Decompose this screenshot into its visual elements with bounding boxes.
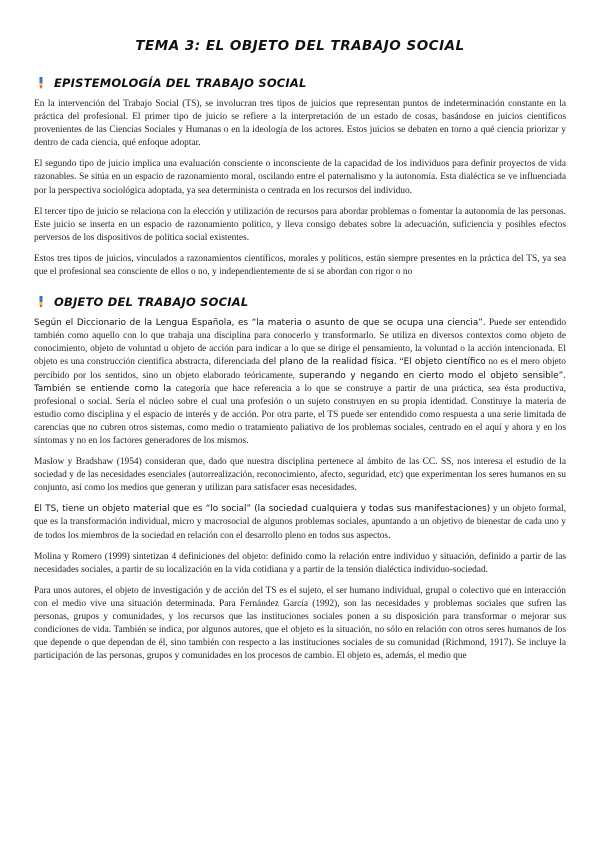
section-heading-objeto xyxy=(36,295,566,309)
paragraph: El segundo tipo de juicio implica una evaluación consciente o inconsciente de la capacidad de los individuos para definir proyectos de vida razonables. Se sitúa en un espacio de razonamiento moral, oscilando entre el paternalismo y la autonomía. Esta dialéctica se ve influenciada por la perspectiva sociológica adoptada, ya sea determinista o centrada en los recursos del individuo. xyxy=(34,159,566,196)
paragraph xyxy=(34,317,566,448)
paragraph: Estos tres tipos de juicios, vinculados a razonamientos científicos, morales y políticos, están siempre presentes en la práctica del TS, ya sea que el profesional sea consciente de ellos o no, y independientemente de si se abordan con rigor o no xyxy=(34,253,566,278)
paragraph-text: no es el mero objeto percibido por los sentidos, sino un objeto elaborado teóricamente, xyxy=(34,357,566,381)
paragraph-text: “ xyxy=(396,357,404,368)
paragraph: En la intervención del Trabajo Social (TS), se involucran tres tipos de juicios que representan puntos de indeterminación constante en la práctica del profesional. El primer tipo de juicio se refiere a la interpretación de un estado de cosas, basándose en juicios científicos provenientes de las Ciencias Sociales y Humanas o en la ideología de los actores. Estos juicios se debaten en torno a qué ciencia priorizar y dentro de cada ciencia, qué enfoque adoptar. xyxy=(34,99,566,149)
handwritten-text: Según el Diccionario de la Lengua Española, es “la materia o asunto de que se ocupa una ciencia”. xyxy=(34,318,486,329)
section-heading-label: EPISTEMOLOGÍA DEL TRABAJO SOCIAL xyxy=(54,76,307,90)
paragraph xyxy=(34,503,566,542)
paragraph: Molina y Romero (1999) sintetizan 4 definiciones del objeto: definido como la relación entre individuo y situación, definido a partir de las necesidades sociales, a partir de su localización en la vida cotidiana y a partir de la tensión dialéctica individuo-sociedad. xyxy=(34,551,566,575)
pencil-bullet-icon xyxy=(36,296,46,308)
handwritten-text: El TS, tiene un objeto material que es “lo social” (la sociedad cualquiera y todas sus manifestaciones) xyxy=(34,504,491,515)
paragraph-text: categoría que hace referencia a lo que se construye a partir de una práctica, sea ésta productiva, profesional o social. Sería el núcleo sobre el cual una profesión o un sujeto construyen en su propia identidad. Constituye la materia de estudio como disciplina y el espacio de interés y de acción. Por otra parte, el TS puede ser entendido como respuesta a una serie limitada de carencias que no cubren otros sistemas, como medio o tratamiento paliativo de los problemas sociales, centrado en el aquí y ahora y en los síntomas y no en los factores generadores de los mismos. xyxy=(34,383,566,446)
handwritten-text: del plano de la realidad física. xyxy=(262,357,397,368)
paragraph: Maslow y Bradshaw (1954) consideran que, dado que nuestra disciplina pertenece al ámbito de las CC. SS, nos interesa el estudio de la sociedad y de las necesidades esenciales (autorrealización, reconocimiento, afecto, seguridad, etc) que experimentan los seres humanos en su conjunto, así como los medios que generan y utilizan para satisfacer esas necesidades. xyxy=(34,457,566,494)
section-heading-label: OBJETO DEL TRABAJO SOCIAL xyxy=(54,295,249,310)
paragraph-text: Puede ser entendido también como aquello con lo que trabaja una disciplina para conocerlo y transformarlo. Se utiliza en diversos contextos como objeto de conocimiento, objeto de voluntad u objeto de acción para indicar a lo que se dirige el pensamiento, la voluntad o la acción intencionada. El objeto es una construcción científica abstracta, diferenciada xyxy=(34,318,567,368)
paragraph: El tercer tipo de juicio se relaciona con la elección y utilización de recursos para abordar problemas o fomentar la autonomía de las personas. Este juicio se inserta en un espacio de razonamiento político, y lleva consigo debates sobre la adecuación, suficiencia y posibles efectos perversos de los dispositivos de política social existentes. xyxy=(34,206,566,243)
handwritten-text: superando y negando en cierto modo el objeto sensible”. También se entiende como la xyxy=(34,370,567,394)
document-title: TEMA 3: EL OBJETO DEL TRABAJO SOCIAL xyxy=(135,38,465,54)
paragraph-text: y un objeto formal, que es la transformación individual, micro y macrosocial de algunos problemas sociales, apuntando a un objetivo de bienestar de cada uno y de todos los miembros de la sociedad en relación con el desarrollo pleno en todos sus aspectos. xyxy=(34,504,566,541)
paragraph: Para unos autores, el objeto de investigación y de acción del TS es el sujeto, el ser humano individual, grupal o colectivo que en interacción con el medio vive una situación determinada. Para Fernández García (1992), son las necesidades y problemas sociales que sufren las personas, grupos y comunidades, y los recursos que las instituciones sociales ponen a su disposición para transformar o mejorar sus condiciones de vida. También se indica, por algunos autores, que el objeto es la situación, no sólo en relación con otros seres humanos de los que depende o que dependan de él, sino también con respecto a las instituciones sociales de su comunidad (Richmond, 1917). Se incluye la participación de las personas, grupos y comunidades en los procesos de cambio. El objeto es, además, el medio que xyxy=(34,585,566,662)
pencil-bullet-icon xyxy=(36,77,46,89)
handwritten-text: El objeto científico xyxy=(403,357,486,368)
section-heading-epistemologia xyxy=(36,76,566,90)
